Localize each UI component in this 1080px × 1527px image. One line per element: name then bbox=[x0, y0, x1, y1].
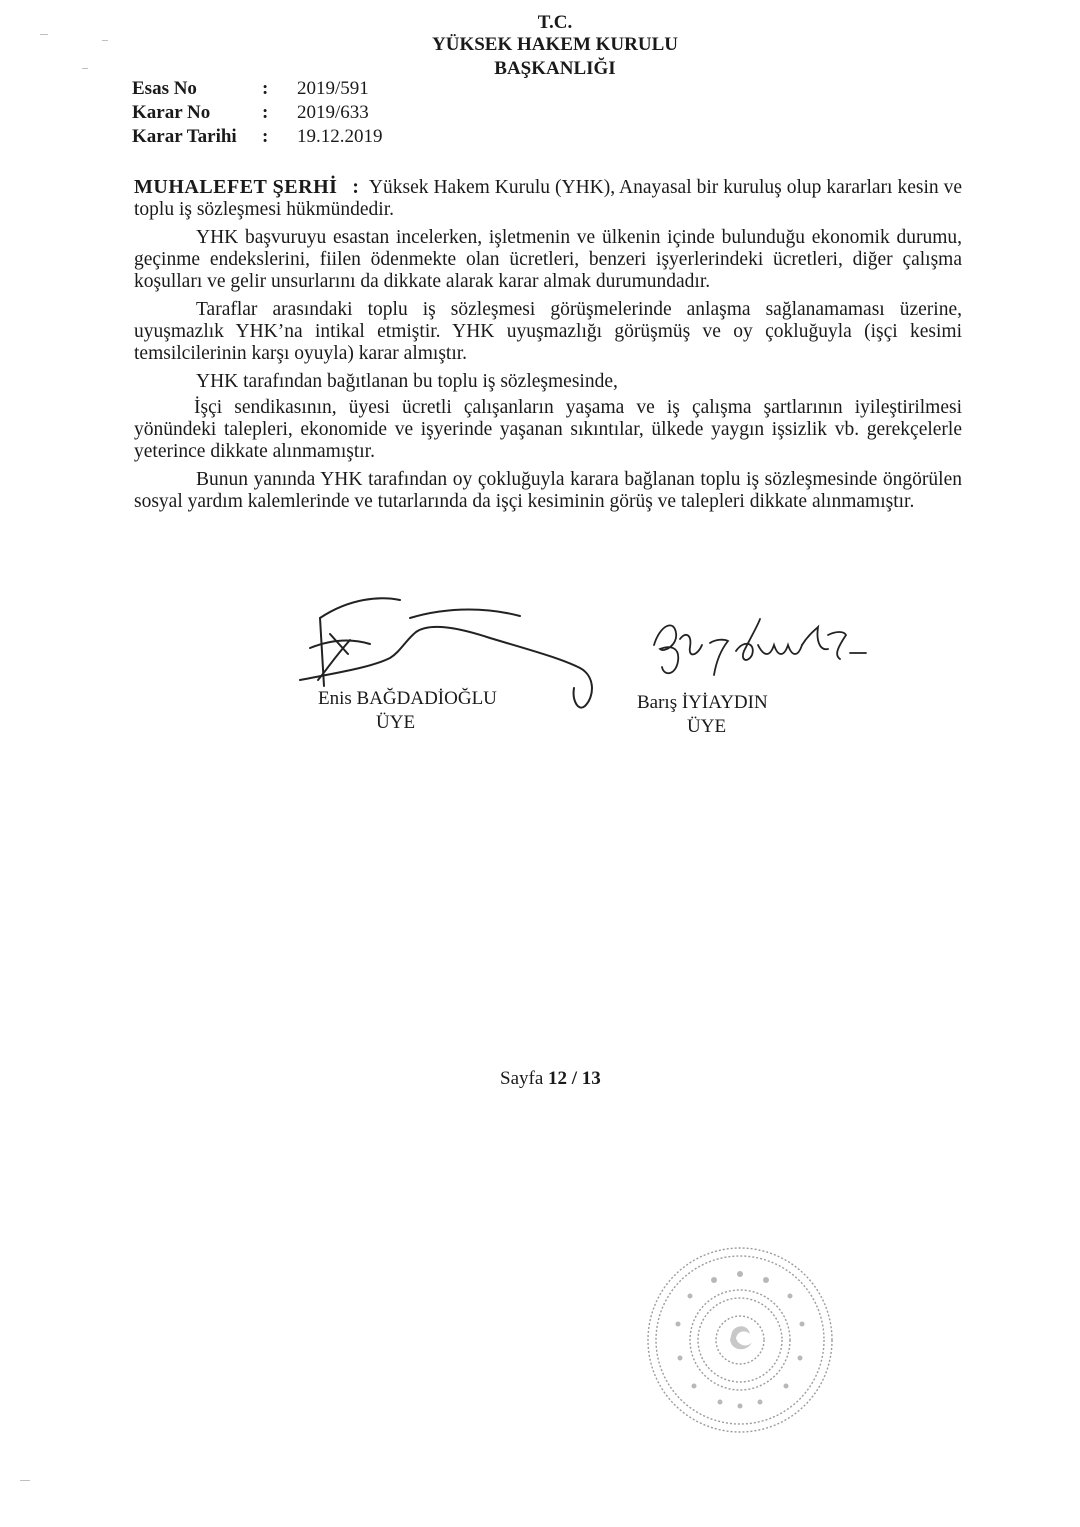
dissent-title: MUHALEFET ŞERHİ bbox=[134, 176, 338, 198]
karar-value: 2019/633 bbox=[297, 102, 369, 123]
paragraph-3: Taraflar arasındaki toplu iş sözleşmesi görüşmelerinde anlaşma sağlanamaması üzerine, uyuşmazlık YHK’na intikal etmiştir. YHK uyuşmazlığı görüşmüş ve oy çokluğuyla (işçi kesimi temsilcilerinin karşı oyuyla) karar almıştır. bbox=[134, 299, 962, 364]
scan-speck bbox=[102, 40, 108, 41]
official-seal-icon bbox=[640, 1240, 840, 1440]
esas-value: 2019/591 bbox=[297, 78, 369, 99]
meta-esas bbox=[132, 78, 369, 100]
scan-speck bbox=[20, 1480, 30, 1481]
karar-label: Karar No bbox=[132, 102, 211, 123]
tarih-value: 19.12.2019 bbox=[297, 126, 383, 147]
dissent-title-colon: : bbox=[352, 177, 359, 198]
signature-right-role: ÜYE bbox=[687, 716, 727, 737]
tarih-label: Karar Tarihi bbox=[132, 126, 237, 147]
esas-label: Esas No bbox=[132, 78, 197, 99]
header-institution: YÜKSEK HAKEM KURULU bbox=[432, 34, 678, 55]
paragraph-4: YHK tarafından bağıtlanan bu toplu iş sözleşmesinde, bbox=[196, 371, 618, 392]
signature-left-name: Enis BAĞDADİOĞLU bbox=[318, 688, 497, 709]
scan-speck bbox=[82, 68, 88, 69]
paragraph-5: İşçi sendikasının, üyesi ücretli çalışanların yaşama ve iş çalışma şartlarının iyileştirilmesi yönündeki talepleri, ekonomide ve işyerinde yaşanan sıkıntılar, ülkede yaygın işsizlik vb. gerekçelerle yeterince dikkate alınmamıştır. bbox=[134, 397, 962, 462]
signature-right-name: Barış İYİAYDIN bbox=[637, 692, 768, 713]
dissent-body bbox=[134, 176, 962, 513]
karar-colon: : bbox=[262, 102, 269, 123]
tarih-colon: : bbox=[262, 126, 269, 147]
signature-left-role: ÜYE bbox=[376, 712, 416, 733]
page-total: 13 bbox=[581, 1068, 601, 1089]
page-prefix: Sayfa bbox=[500, 1068, 544, 1089]
scan-speck bbox=[40, 34, 48, 35]
header-presidency: BAŞKANLIĞI bbox=[494, 58, 616, 79]
header-tc: T.C. bbox=[537, 12, 573, 33]
signature-right-graphic bbox=[640, 605, 880, 685]
paragraph-1 bbox=[134, 176, 962, 221]
paragraph-2: YHK başvuruyu esastan incelerken, işletmenin ve ülkenin içinde bulunduğu ekonomik durumu, geçinme endekslerini, fiilen ödenmekte olan ücretleri, benzeri işyerlerindeki ücretleri, diğer çalışma koşulları ve gelir unsurlarını da dikkate alarak karar almak durumundadır. bbox=[134, 227, 962, 292]
page-number bbox=[500, 1068, 601, 1090]
page-separator: / bbox=[571, 1068, 578, 1089]
esas-colon: : bbox=[262, 78, 269, 99]
paragraph-1-text: Yüksek Hakem Kurulu (YHK), Anayasal bir kuruluş olup kararları kesin ve toplu iş sözleşmesi hükmündedir. bbox=[134, 177, 963, 220]
meta-tarih bbox=[132, 126, 383, 148]
paragraph-6: Bunun yanında YHK tarafından oy çokluğuyla karara bağlanan toplu iş sözleşmesinde öngörülen sosyal yardım kalemlerinde ve tutarlarında da işçi kesiminin görüş ve talepleri dikkate alınmamıştır. bbox=[134, 469, 962, 512]
page-current: 12 bbox=[548, 1068, 568, 1089]
meta-karar bbox=[132, 102, 369, 124]
